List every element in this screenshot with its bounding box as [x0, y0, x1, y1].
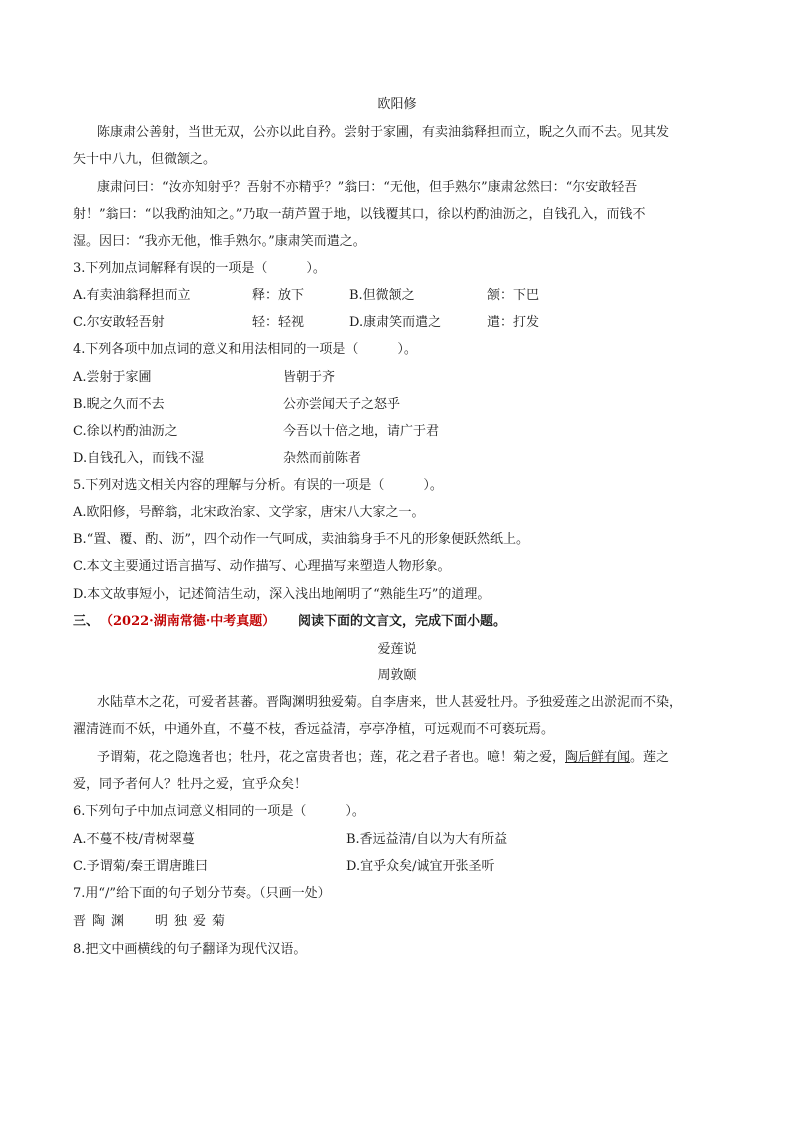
passage2-title: 爱莲说 [377, 642, 417, 657]
option-a: A.有卖油翁释担而立 [73, 288, 191, 303]
option-b-gloss: 颔：下巴 [487, 288, 540, 303]
option-d: D.宜乎众矣/诚宜开张圣听 [346, 859, 495, 874]
document-page: 欧阳修 陈康肃公善射，当世无双，公亦以此自矜。尝射于家圃，有卖油翁释担而立，睨之久而不去。见其发 矢十中八九，但微颔之。 康肃问曰：“汝亦知射乎？吾射不亦精乎？”翁曰：“无他，但手熟尔”康肃忿然曰：“尔安敢轻吾 射！”翁曰：“以我酌油知之。”乃取一葫芦置于地，以钱覆其口，徐以杓酌油沥之，自钱孔入，而钱不 湿。因曰：“我亦无他，惟手熟尔。”康肃笑而遣之。 3.下列加点词解释有误的一项是（ ）。 A.有卖油翁释担而立 释：放下 B.但微颔之 颔：下巴 C.尔安敢轻吾射 轻：轻视 D.康肃笑而遣之 遣：打发 4.下列各项中加点词的意义和用法相同的一项是（ ）。 A.尝射于家圃 皆朝于齐 B.睨之久而不去 公亦尝闻天子之怒乎 C.徐以杓酌油沥之 今吾以十倍之地，请广于君 D.自钱孔入，而钱不湿 杂然而前陈者 5.下列对选文相关内容的理解与分析。有误的一项是（ ）。 A.欧阳修，号醉翁，北宋政治家、文学家，唐宋八大家之一。 B.“置、覆、酌、沥”，四个动作一气呵成，卖油翁身手不凡的形象便跃然纸上。 C.本文主要通过语言描写、动作描写、心理描写来塑造人物形象。 D.本文故事短小，记述简洁生动，深入浅出地阐明了“熟能生巧”的道理。 三、 （2022·湖南常德·中考真题） 阅读下面的文言文，完成下面小题。 爱莲说 周敦颐 水陆草木之花，可爱者甚蕃。晋陶渊明独爱菊。自李唐来，世人甚爱牡丹。予独爱莲之出淤泥而不染， 濯清涟而不妖，中通外直，不蔓不枝，香远益清，亭亭净植，可远观而不可亵玩焉。 予谓菊，花之隐逸者也；牡丹，花之富贵者也；莲，花之君子者也。噫！菊之爱，陶后鲜有闻。莲之 爱，同予者何人？牡丹之爱，宜乎众矣！ 6.下列句子中加点词意义相同的一项是（ ）。 A.不蔓不枝/青树翠蔓 B.香远益清/自以为大有所益 C.予谓菊/秦王谓唐雎曰 D.宜乎众矣/诚宜开张圣听 7.用“/”给下面的句子划分节奏。（只画一处） 晋陶渊 明独爱菊 8.把文中画横线的句子翻译为现代汉语。 [0, 0, 794, 1123]
option-b: B.香远益清/自以为大有所益 [346, 832, 508, 847]
option-b: B.但微颔之 [349, 288, 415, 303]
option-c: C.尔安敢轻吾射 [73, 315, 165, 330]
option-a-gloss: 释：放下 [252, 288, 305, 303]
underlined-sentence: 陶后鲜有闻 [565, 750, 631, 765]
passage2-author: 周敦颐 [377, 668, 417, 683]
option-d-gloss: 遣：打发 [487, 315, 540, 330]
section-number: 三、 [73, 614, 100, 629]
source-tag: （2022·湖南常德·中考真题） [100, 614, 276, 629]
option-c: C.予谓菊/秦王谓唐雎曰 [73, 859, 208, 874]
option-c-gloss: 轻：轻视 [252, 315, 305, 330]
option-d: D.康肃笑而遣之 [349, 315, 442, 330]
option-a: A.不蔓不枝/青树翠蔓 [73, 832, 195, 847]
passage1-author: 欧阳修 [377, 97, 417, 112]
section-instruction: 阅读下面的文言文，完成下面小题。 [298, 614, 507, 629]
